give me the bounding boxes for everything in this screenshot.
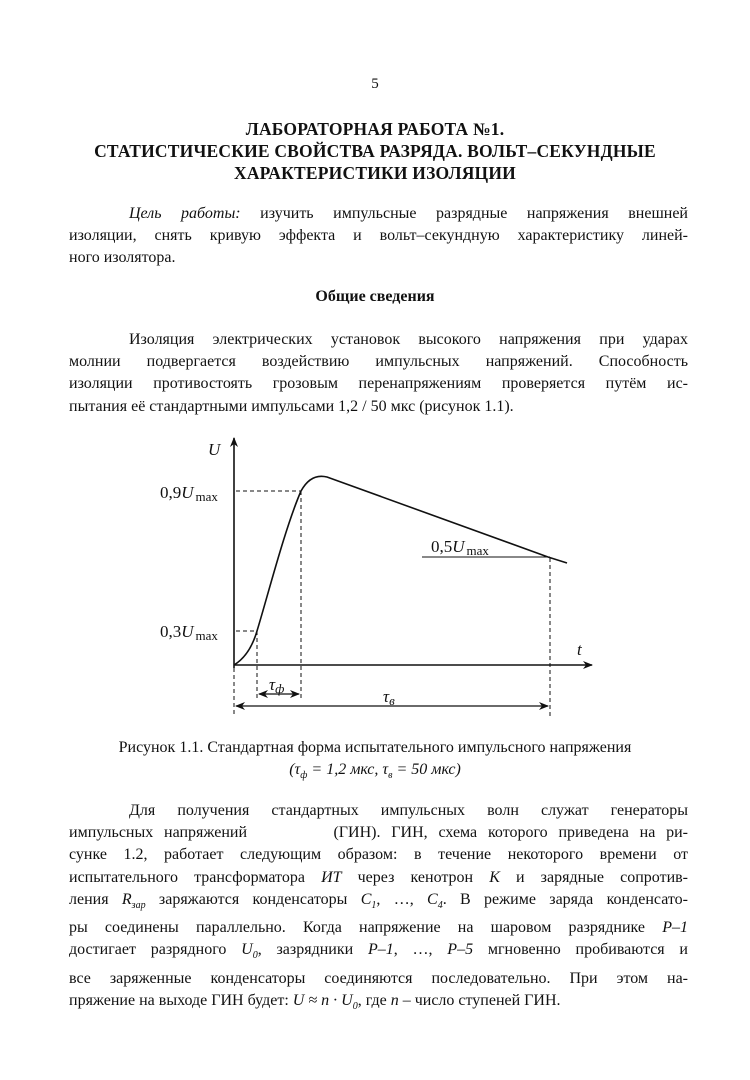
gin-text: . В режиме заряда конденсато-: [442, 890, 689, 908]
intro-paragraph: [69, 329, 688, 418]
gin-line-7: [69, 939, 688, 967]
label-09-umax: 0,9U max: [160, 483, 218, 504]
caption-line-1: Рисунок 1.1. Стандартная форма испытательного импульсного напряжения: [118, 739, 632, 756]
gin-text: ления: [69, 890, 122, 908]
lab-title: [0, 118, 750, 184]
page-number: 5: [371, 76, 379, 92]
gin-line-6: [69, 917, 688, 939]
term-c4: C: [427, 890, 438, 908]
term-r-sub: зар: [131, 900, 146, 911]
intro-line-3: изоляции противостоять грозовым перенапряжениям проверяется путём ис-: [69, 375, 688, 393]
impulse-waveform-diagram: [0, 420, 750, 730]
caption-paren-close: ): [455, 761, 461, 778]
gin-text: испытательного трансформатора: [69, 868, 322, 886]
goal-line-2: изоляции, снять кривую эффекта и вольт–секундную характеристику линей-: [69, 227, 688, 245]
x-axis-label: t: [577, 640, 582, 659]
gin-text: , …,: [393, 941, 448, 959]
caption-tau-f-sub: ф: [300, 770, 308, 782]
term-r: R: [121, 890, 132, 908]
term-c4-sub: 4: [437, 900, 443, 911]
caption-tau-v: τ: [382, 761, 389, 778]
gin-line-2: импульсных напряжений (ГИН). ГИН, схема которого приведена на ри-: [69, 824, 688, 842]
gin-text: – число ступеней ГИН.: [398, 992, 561, 1009]
term-p5: Р–5: [447, 941, 474, 959]
term-p1: Р–1: [367, 941, 394, 959]
impulse-curve: [234, 476, 567, 665]
formula-sub: 0: [352, 1001, 358, 1013]
term-it: ИТ: [321, 868, 342, 886]
term-c1-sub: 1: [371, 900, 377, 911]
formula: U ≈ n · U: [292, 992, 353, 1009]
intro-line-1: Изоляция электрических установок высокого напряжения при ударах: [129, 331, 688, 348]
term-p1: Р–1: [662, 919, 688, 937]
gin-text: заряжаются конденсаторы: [145, 890, 361, 908]
gin-text: достигает разрядного: [69, 941, 242, 959]
gin-text: пряжение на выходе ГИН будет:: [69, 992, 293, 1009]
gin-text: ры соединены параллельно. Когда напряжение на шаровом разряднике: [69, 919, 663, 937]
label-tau-front: τф: [269, 675, 285, 696]
term-u0-sub: 0: [252, 950, 258, 962]
figure-caption: [0, 737, 750, 787]
gin-line-3: сунке 1.2, работает следующим образом: в течение некоторого времени от: [69, 846, 688, 864]
title-line-2: СТАТИСТИЧЕСКИЕ СВОЙСТВА РАЗРЯДА. ВОЛЬТ–СЕКУНДНЫЕ: [94, 141, 656, 161]
caption-tau-f-value: = 1,2 мкс,: [307, 761, 383, 778]
term-u0: U: [241, 941, 253, 959]
gin-line-8: все заряженные конденсаторы соединяются последовательно. При этом на-: [69, 969, 688, 987]
figure-1-1: [0, 420, 750, 730]
goal-text-1: изучить импульсные разрядные напряжения внешней: [260, 205, 688, 222]
gin-paragraph: [69, 800, 688, 1018]
caption-tau-v-sub: в: [388, 770, 393, 782]
gin-text: и зарядные сопротив-: [499, 868, 689, 886]
y-axis-label: U: [208, 440, 221, 459]
title-line-1: ЛАБОРАТОРНАЯ РАБОТА №1.: [245, 119, 505, 139]
gin-text: мгновенно пробиваются и: [473, 941, 688, 959]
gin-line-4: [69, 867, 688, 889]
intro-line-2: молнии подвергается воздействию импульсных напряжений. Способность: [69, 353, 688, 371]
goal-line-3: ного изолятора.: [69, 249, 176, 267]
gin-text: , где: [357, 992, 391, 1009]
gin-text: через кенотрон: [341, 868, 490, 886]
gin-line-9: [69, 990, 688, 1018]
intro-line-4: пытания её стандартными импульсами 1,2 / 50 мкс (рисунок 1.1).: [69, 397, 514, 415]
label-03-umax: 0,3U max: [160, 622, 218, 643]
term-k: К: [489, 868, 500, 886]
term-n: n: [390, 992, 399, 1009]
gin-text: , зазрядники: [257, 941, 368, 959]
goal-paragraph: [69, 203, 688, 270]
gin-text: , …,: [376, 890, 428, 908]
term-c1: C: [360, 890, 372, 908]
goal-label: Цель работы:: [129, 205, 241, 222]
caption-tau-v-value: = 50 мкс: [392, 761, 456, 778]
goal-line-1: [69, 203, 688, 225]
caption-line-2: [0, 759, 750, 787]
gin-line-5: [69, 889, 688, 917]
gin-line-1: Для получения стандартных импульсных волн служат генераторы: [129, 802, 688, 819]
section-heading: Общие сведения: [315, 288, 435, 305]
label-tau-tail: τв: [383, 687, 395, 708]
label-05-umax: 0,5U max: [431, 537, 489, 558]
caption-paren-open: (: [289, 761, 295, 778]
title-line-3: ХАРАКТЕРИСТИКИ ИЗОЛЯЦИИ: [233, 163, 516, 183]
caption-tau-f: τ: [294, 761, 301, 778]
